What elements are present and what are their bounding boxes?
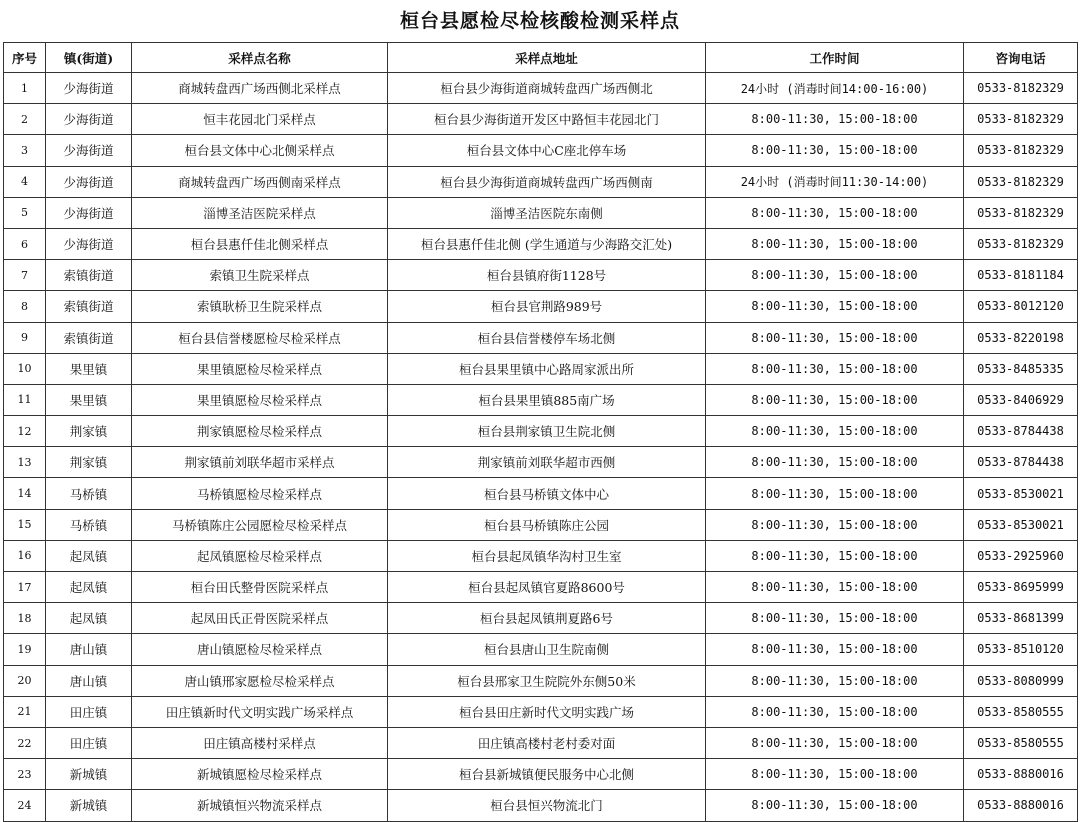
row-working-hours: 8:00-11:30, 15:00-18:00	[706, 540, 964, 571]
row-town: 起凤镇	[46, 603, 132, 634]
table-row	[4, 73, 1078, 104]
row-site-address: 田庄镇高楼村老村委对面	[388, 727, 706, 758]
row-phone: 0533-8880016	[964, 759, 1078, 790]
row-site-address: 桓台县果里镇中心路周家派出所	[388, 353, 706, 384]
row-site-address: 桓台县马桥镇文体中心	[388, 478, 706, 509]
row-site-name: 荆家镇愿检尽检采样点	[132, 416, 388, 447]
row-working-hours: 8:00-11:30, 15:00-18:00	[706, 759, 964, 790]
row-phone: 0533-8220198	[964, 322, 1078, 353]
row-site-name: 田庄镇高楼村采样点	[132, 727, 388, 758]
row-site-address: 桓台县起凤镇官夏路8600号	[388, 572, 706, 603]
row-index: 23	[4, 759, 46, 790]
row-site-address: 淄博圣洁医院东南侧	[388, 197, 706, 228]
table-row	[4, 540, 1078, 571]
row-index: 6	[4, 228, 46, 259]
row-phone: 0533-2925960	[964, 540, 1078, 571]
row-town: 马桥镇	[46, 509, 132, 540]
table-row	[4, 634, 1078, 665]
row-town: 田庄镇	[46, 696, 132, 727]
row-site-address: 桓台县少海街道商城转盘西广场西侧北	[388, 73, 706, 104]
row-phone: 0533-8080999	[964, 665, 1078, 696]
row-site-address: 桓台县果里镇885南广场	[388, 384, 706, 415]
row-index: 21	[4, 696, 46, 727]
row-phone: 0533-8182329	[964, 135, 1078, 166]
row-working-hours: 8:00-11:30, 15:00-18:00	[706, 416, 964, 447]
row-town: 唐山镇	[46, 634, 132, 665]
table-row	[4, 104, 1078, 135]
row-index: 8	[4, 291, 46, 322]
row-index: 24	[4, 790, 46, 821]
row-index: 7	[4, 260, 46, 291]
row-site-name: 荆家镇前刘联华超市采样点	[132, 447, 388, 478]
row-index: 19	[4, 634, 46, 665]
row-working-hours: 8:00-11:30, 15:00-18:00	[706, 603, 964, 634]
row-town: 少海街道	[46, 166, 132, 197]
row-index: 22	[4, 727, 46, 758]
table-row	[4, 228, 1078, 259]
table-row	[4, 447, 1078, 478]
row-site-address: 桓台县少海街道开发区中路恒丰花园北门	[388, 104, 706, 135]
row-working-hours: 8:00-11:30, 15:00-18:00	[706, 696, 964, 727]
row-phone: 0533-8880016	[964, 790, 1078, 821]
row-site-address: 桓台县邢家卫生院院外东侧50米	[388, 665, 706, 696]
table-row	[4, 790, 1078, 821]
row-town: 索镇街道	[46, 322, 132, 353]
row-phone: 0533-8784438	[964, 447, 1078, 478]
row-phone: 0533-8784438	[964, 416, 1078, 447]
table-row	[4, 416, 1078, 447]
row-index: 2	[4, 104, 46, 135]
row-phone: 0533-8182329	[964, 228, 1078, 259]
row-town: 新城镇	[46, 790, 132, 821]
header-index: 序号	[4, 43, 46, 73]
row-town: 新城镇	[46, 759, 132, 790]
row-working-hours: 8:00-11:30, 15:00-18:00	[706, 727, 964, 758]
row-phone: 0533-8530021	[964, 509, 1078, 540]
row-working-hours: 8:00-11:30, 15:00-18:00	[706, 353, 964, 384]
row-site-name: 起凤田氏正骨医院采样点	[132, 603, 388, 634]
row-working-hours: 8:00-11:30, 15:00-18:00	[706, 509, 964, 540]
table-row	[4, 478, 1078, 509]
row-phone: 0533-8580555	[964, 696, 1078, 727]
row-phone: 0533-8182329	[964, 166, 1078, 197]
row-town: 少海街道	[46, 197, 132, 228]
row-town: 少海街道	[46, 135, 132, 166]
row-working-hours: 24小时 (消毒时间14:00-16:00)	[706, 73, 964, 104]
row-site-name: 桓台县惠仟佳北侧采样点	[132, 228, 388, 259]
row-index: 12	[4, 416, 46, 447]
row-working-hours: 8:00-11:30, 15:00-18:00	[706, 291, 964, 322]
row-phone: 0533-8182329	[964, 104, 1078, 135]
row-index: 5	[4, 197, 46, 228]
row-site-address: 桓台县新城镇便民服务中心北侧	[388, 759, 706, 790]
row-site-address: 桓台县镇府街1128号	[388, 260, 706, 291]
row-site-address: 桓台县官荆路989号	[388, 291, 706, 322]
row-working-hours: 8:00-11:30, 15:00-18:00	[706, 135, 964, 166]
row-working-hours: 8:00-11:30, 15:00-18:00	[706, 197, 964, 228]
table-header-row	[4, 43, 1078, 73]
header-site-address: 采样点地址	[388, 43, 706, 73]
row-phone: 0533-8182329	[964, 73, 1078, 104]
table-row	[4, 353, 1078, 384]
table-row	[4, 384, 1078, 415]
row-phone: 0533-8406929	[964, 384, 1078, 415]
row-index: 11	[4, 384, 46, 415]
table-row	[4, 135, 1078, 166]
row-working-hours: 8:00-11:30, 15:00-18:00	[706, 478, 964, 509]
row-index: 1	[4, 73, 46, 104]
row-site-name: 马桥镇陈庄公园愿检尽检采样点	[132, 509, 388, 540]
row-site-name: 商城转盘西广场西侧北采样点	[132, 73, 388, 104]
row-site-name: 唐山镇邢家愿检尽检采样点	[132, 665, 388, 696]
table-row	[4, 291, 1078, 322]
sampling-sites-table	[3, 42, 1078, 822]
row-site-name: 淄博圣洁医院采样点	[132, 197, 388, 228]
row-index: 13	[4, 447, 46, 478]
row-site-name: 桓台县信誉楼愿检尽检采样点	[132, 322, 388, 353]
row-index: 15	[4, 509, 46, 540]
row-phone: 0533-8510120	[964, 634, 1078, 665]
row-town: 起凤镇	[46, 572, 132, 603]
row-working-hours: 8:00-11:30, 15:00-18:00	[706, 634, 964, 665]
row-index: 3	[4, 135, 46, 166]
row-site-name: 新城镇愿检尽检采样点	[132, 759, 388, 790]
row-site-name: 唐山镇愿检尽检采样点	[132, 634, 388, 665]
row-site-address: 桓台县起凤镇荆夏路6号	[388, 603, 706, 634]
row-site-address: 桓台县少海街道商城转盘西广场西侧南	[388, 166, 706, 197]
row-index: 16	[4, 540, 46, 571]
row-town: 索镇街道	[46, 260, 132, 291]
row-working-hours: 8:00-11:30, 15:00-18:00	[706, 790, 964, 821]
row-site-name: 果里镇愿检尽检采样点	[132, 384, 388, 415]
table-row	[4, 572, 1078, 603]
row-town: 少海街道	[46, 228, 132, 259]
header-working-hours: 工作时间	[706, 43, 964, 73]
table-row	[4, 696, 1078, 727]
row-index: 17	[4, 572, 46, 603]
row-town: 少海街道	[46, 73, 132, 104]
row-site-address: 桓台县田庄新时代文明实践广场	[388, 696, 706, 727]
row-site-address: 桓台县起凤镇华沟村卫生室	[388, 540, 706, 571]
row-town: 唐山镇	[46, 665, 132, 696]
row-site-name: 桓台县文体中心北侧采样点	[132, 135, 388, 166]
row-town: 田庄镇	[46, 727, 132, 758]
row-site-name: 新城镇恒兴物流采样点	[132, 790, 388, 821]
row-site-address: 桓台县文体中心C座北停车场	[388, 135, 706, 166]
row-town: 荆家镇	[46, 447, 132, 478]
row-town: 起凤镇	[46, 540, 132, 571]
row-site-address: 桓台县荆家镇卫生院北侧	[388, 416, 706, 447]
table-row	[4, 197, 1078, 228]
row-phone: 0533-8182329	[964, 197, 1078, 228]
row-site-address: 桓台县信誉楼停车场北侧	[388, 322, 706, 353]
row-phone: 0533-8181184	[964, 260, 1078, 291]
row-phone: 0533-8695999	[964, 572, 1078, 603]
row-phone: 0533-8530021	[964, 478, 1078, 509]
row-working-hours: 8:00-11:30, 15:00-18:00	[706, 260, 964, 291]
row-phone: 0533-8012120	[964, 291, 1078, 322]
row-site-address: 桓台县惠仟佳北侧 (学生通道与少海路交汇处)	[388, 228, 706, 259]
row-site-name: 恒丰花园北门采样点	[132, 104, 388, 135]
row-town: 索镇街道	[46, 291, 132, 322]
row-site-address: 桓台县唐山卫生院南侧	[388, 634, 706, 665]
row-phone: 0533-8681399	[964, 603, 1078, 634]
row-site-address: 桓台县恒兴物流北门	[388, 790, 706, 821]
row-town: 果里镇	[46, 353, 132, 384]
row-index: 4	[4, 166, 46, 197]
row-working-hours: 8:00-11:30, 15:00-18:00	[706, 447, 964, 478]
row-working-hours: 24小时 (消毒时间11:30-14:00)	[706, 166, 964, 197]
row-site-name: 马桥镇愿检尽检采样点	[132, 478, 388, 509]
row-working-hours: 8:00-11:30, 15:00-18:00	[706, 665, 964, 696]
table-row	[4, 509, 1078, 540]
row-index: 14	[4, 478, 46, 509]
row-site-name: 商城转盘西广场西侧南采样点	[132, 166, 388, 197]
row-site-name: 索镇耿桥卫生院采样点	[132, 291, 388, 322]
table-row	[4, 759, 1078, 790]
table-row	[4, 603, 1078, 634]
row-site-name: 果里镇愿检尽检采样点	[132, 353, 388, 384]
table-row	[4, 260, 1078, 291]
row-site-address: 荆家镇前刘联华超市西侧	[388, 447, 706, 478]
row-town: 马桥镇	[46, 478, 132, 509]
table-row	[4, 665, 1078, 696]
header-phone: 咨询电话	[964, 43, 1078, 73]
row-site-address: 桓台县马桥镇陈庄公园	[388, 509, 706, 540]
row-index: 18	[4, 603, 46, 634]
row-index: 9	[4, 322, 46, 353]
row-town: 荆家镇	[46, 416, 132, 447]
page-title: 桓台县愿检尽检核酸检测采样点	[399, 10, 680, 32]
row-index: 10	[4, 353, 46, 384]
row-working-hours: 8:00-11:30, 15:00-18:00	[706, 384, 964, 415]
row-working-hours: 8:00-11:30, 15:00-18:00	[706, 572, 964, 603]
row-site-name: 索镇卫生院采样点	[132, 260, 388, 291]
row-site-name: 桓台田氏整骨医院采样点	[132, 572, 388, 603]
row-phone: 0533-8485335	[964, 353, 1078, 384]
row-working-hours: 8:00-11:30, 15:00-18:00	[706, 322, 964, 353]
row-working-hours: 8:00-11:30, 15:00-18:00	[706, 104, 964, 135]
row-site-name: 田庄镇新时代文明实践广场采样点	[132, 696, 388, 727]
row-site-name: 起凤镇愿检尽检采样点	[132, 540, 388, 571]
row-index: 20	[4, 665, 46, 696]
table-row	[4, 166, 1078, 197]
row-phone: 0533-8580555	[964, 727, 1078, 758]
row-working-hours: 8:00-11:30, 15:00-18:00	[706, 228, 964, 259]
row-town: 少海街道	[46, 104, 132, 135]
row-town: 果里镇	[46, 384, 132, 415]
header-town: 镇(街道)	[46, 43, 132, 73]
table-row	[4, 727, 1078, 758]
header-site-name: 采样点名称	[132, 43, 388, 73]
table-row	[4, 322, 1078, 353]
